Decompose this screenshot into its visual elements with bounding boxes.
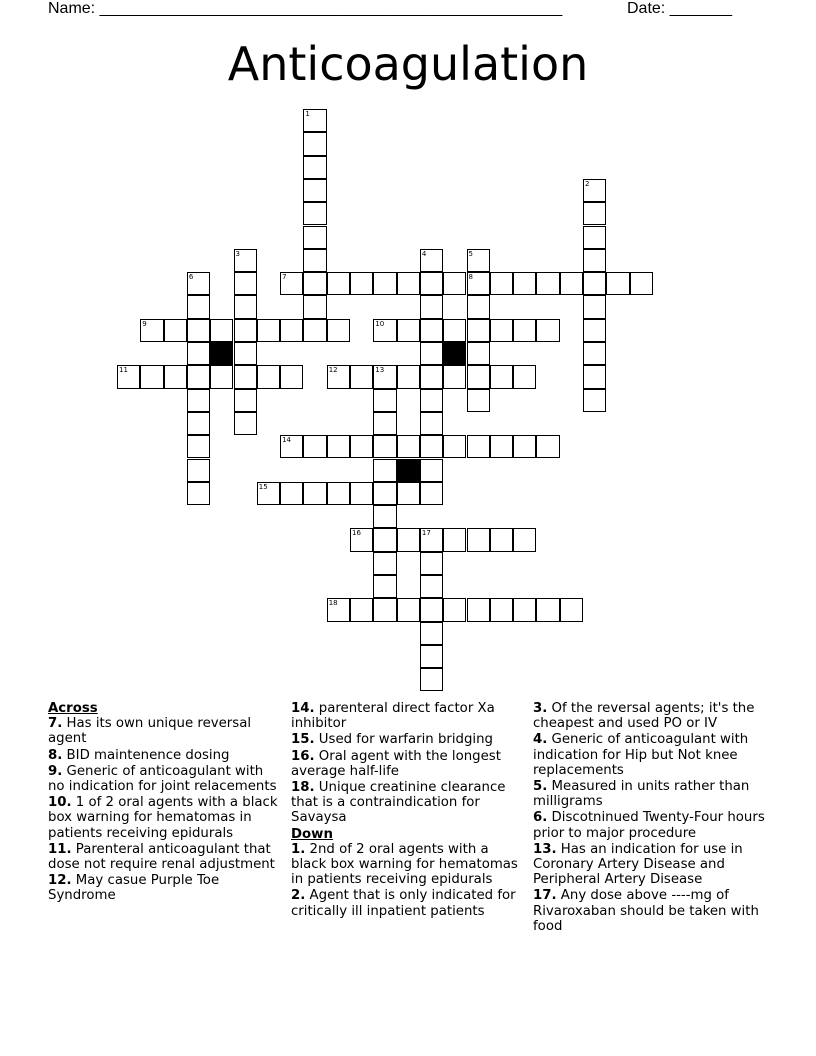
clue-item: [48, 795, 284, 841]
grid-cell[interactable]: [583, 249, 606, 272]
grid-cell[interactable]: [397, 482, 420, 505]
grid-cell[interactable]: [420, 365, 443, 388]
grid-cell[interactable]: [303, 435, 326, 458]
grid-cell[interactable]: [420, 622, 443, 645]
grid-cell[interactable]: [420, 249, 443, 272]
grid-cell[interactable]: [513, 435, 536, 458]
clue-item-number: 9.: [48, 763, 63, 779]
grid-cell[interactable]: [350, 272, 373, 295]
grid-cell[interactable]: [373, 319, 396, 342]
grid-cell[interactable]: [303, 482, 326, 505]
grid-cell[interactable]: [187, 389, 210, 412]
grid-cell[interactable]: [490, 598, 513, 621]
grid-cell[interactable]: [397, 272, 420, 295]
grid-cell[interactable]: [490, 435, 513, 458]
clue-number: 12: [328, 366, 338, 375]
grid-cell[interactable]: [513, 598, 536, 621]
grid-cell[interactable]: [140, 319, 163, 342]
clue-number: 14: [282, 436, 292, 445]
grid-cell[interactable]: [536, 435, 559, 458]
grid-cell[interactable]: [303, 226, 326, 249]
grid-cell[interactable]: [420, 459, 443, 482]
grid-cell[interactable]: [373, 528, 396, 551]
clue-number: 3: [235, 249, 240, 258]
clue-item-text: May casue Purple Toe Syndrome: [48, 873, 220, 904]
grid-cell[interactable]: [467, 598, 490, 621]
grid-cell[interactable]: [420, 435, 443, 458]
grid-cell[interactable]: [280, 365, 303, 388]
clue-number: 6: [188, 273, 194, 282]
grid-cell[interactable]: [327, 319, 350, 342]
clue-item: [48, 842, 284, 872]
clue-item: [291, 780, 527, 826]
grid-cell[interactable]: [420, 319, 443, 342]
grid-cell[interactable]: [280, 482, 303, 505]
grid-cell[interactable]: [420, 528, 443, 551]
clue-item-number: 2.: [291, 888, 306, 904]
grid-cell[interactable]: [397, 528, 420, 551]
grid-cell[interactable]: [420, 598, 443, 621]
clue-item: [533, 888, 769, 934]
down-heading: Down: [291, 826, 333, 842]
grid-cell[interactable]: [187, 435, 210, 458]
clue-item-number: 5.: [533, 779, 548, 795]
grid-cell[interactable]: [420, 482, 443, 505]
grid-cell[interactable]: [373, 459, 396, 482]
grid-cell[interactable]: [164, 365, 187, 388]
grid-cell[interactable]: [303, 132, 326, 155]
clue-item-number: 8.: [48, 747, 63, 763]
grid-cell[interactable]: [257, 482, 280, 505]
grid-cell[interactable]: [210, 319, 233, 342]
clue-item-number: 7.: [48, 716, 63, 732]
clue-item-text: Used for warfarin bridging: [314, 732, 493, 748]
grid-cell[interactable]: [327, 365, 350, 388]
grid-cell[interactable]: [280, 272, 303, 295]
clue-item-number: 15.: [291, 732, 315, 748]
grid-cell[interactable]: [583, 389, 606, 412]
grid-cell[interactable]: [327, 598, 350, 621]
grid-cell[interactable]: [467, 249, 490, 272]
grid-cell[interactable]: [420, 272, 443, 295]
grid-cell[interactable]: [490, 319, 513, 342]
grid-cell[interactable]: [350, 528, 373, 551]
grid-cell[interactable]: [420, 668, 443, 691]
grid-cell[interactable]: [443, 319, 466, 342]
clue-item-text: Of the reversal agents; it's the cheapest and used PO or IV: [533, 701, 755, 732]
clue-column-1: [48, 701, 284, 905]
clue-item: [291, 888, 527, 918]
grid-cell[interactable]: [583, 342, 606, 365]
grid-cell[interactable]: [373, 552, 396, 575]
grid-cell[interactable]: [187, 342, 210, 365]
clue-item-number: 10.: [48, 795, 72, 811]
grid-cell[interactable]: [583, 295, 606, 318]
grid-cell[interactable]: [583, 319, 606, 342]
clue-item-text: Any dose above ----mg of Rivaroxaban should be taken with food: [533, 888, 759, 934]
grid-cell[interactable]: [303, 272, 326, 295]
grid-cell[interactable]: [467, 295, 490, 318]
grid-cell[interactable]: [536, 319, 559, 342]
grid-cell[interactable]: [303, 295, 326, 318]
grid-cell[interactable]: [443, 528, 466, 551]
clue-item-text: 2nd of 2 oral agents with a black box warning for hematomas in patients receiving epidurals: [291, 841, 518, 888]
clue-item: [291, 842, 527, 888]
grid-cell[interactable]: [467, 342, 490, 365]
grid-cell[interactable]: [187, 459, 210, 482]
grid-cell[interactable]: [373, 365, 396, 388]
grid-cell[interactable]: [606, 272, 629, 295]
grid-cell[interactable]: [234, 412, 257, 435]
clue-item-text: Generic of anticoagulant with no indication for joint relacements: [48, 763, 277, 795]
grid-cell[interactable]: [234, 295, 257, 318]
grid-cell[interactable]: [373, 505, 396, 528]
grid-cell[interactable]: [373, 598, 396, 621]
grid-cell[interactable]: [560, 272, 583, 295]
grid-cell[interactable]: [187, 412, 210, 435]
grid-cell[interactable]: [420, 389, 443, 412]
clue-item: [533, 732, 769, 778]
grid-cell[interactable]: [303, 202, 326, 225]
grid-cell[interactable]: [303, 319, 326, 342]
clue-item-number: 12.: [48, 873, 72, 889]
grid-cell[interactable]: [513, 528, 536, 551]
clue-number: 11: [119, 366, 128, 375]
clue-item: [48, 764, 284, 794]
grid-cell[interactable]: [420, 575, 443, 598]
grid-cell[interactable]: [327, 435, 350, 458]
grid-cell[interactable]: [257, 365, 280, 388]
clue-number: 7: [282, 273, 287, 282]
clue-number: 8: [468, 273, 473, 282]
clue-number: 5: [468, 249, 473, 258]
grid-cell[interactable]: [467, 435, 490, 458]
clue-item: [291, 701, 527, 731]
grid-cell[interactable]: [490, 272, 513, 295]
grid-cell[interactable]: [257, 319, 280, 342]
grid-cell[interactable]: [397, 598, 420, 621]
name-field-label: Name: ____________________________________________________: [48, 0, 563, 17]
clue-item: [291, 732, 527, 747]
clue-number: 16: [352, 529, 361, 538]
clue-number: 15: [258, 482, 268, 491]
grid-cell[interactable]: [420, 342, 443, 365]
grid-cell[interactable]: [443, 365, 466, 388]
grid-cell[interactable]: [397, 365, 420, 388]
clue-item: [533, 810, 769, 840]
clue-item-text: Has its own unique reversal agent: [48, 716, 252, 747]
grid-cell[interactable]: [467, 389, 490, 412]
clue-item-text: Unique creatinine clearance that is a contraindication for Savaysa: [291, 780, 506, 826]
grid-cell[interactable]: [583, 272, 606, 295]
grid-cell[interactable]: [327, 272, 350, 295]
grid-cell[interactable]: [513, 319, 536, 342]
clue-item-text: Measured in units rather than milligrams: [533, 779, 750, 810]
clue-item-number: 3.: [533, 701, 548, 716]
grid-cell[interactable]: [397, 319, 420, 342]
grid-cell[interactable]: [420, 645, 443, 668]
grid-cell[interactable]: [350, 435, 373, 458]
grid-cell[interactable]: [490, 365, 513, 388]
clue-column-3: [533, 701, 769, 935]
clue-number: 1: [305, 110, 310, 118]
grid-cell[interactable]: [467, 272, 490, 295]
clue-item-number: 17.: [533, 888, 557, 904]
clue-number: 13: [375, 366, 385, 375]
clue-column-2: [291, 701, 527, 920]
clue-item: [48, 873, 284, 903]
grid-cell[interactable]: [420, 412, 443, 435]
grid-cell[interactable]: [140, 365, 163, 388]
grid-cell[interactable]: [234, 319, 257, 342]
clue-item-text: 1 of 2 oral agents with a black box warning for hematomas in patients receiving epidurals: [48, 795, 278, 841]
clue-number: 9: [142, 319, 147, 328]
grid-cell[interactable]: [467, 365, 490, 388]
clue-item: [48, 716, 284, 746]
grid-cell[interactable]: [490, 528, 513, 551]
grid-cell[interactable]: [583, 179, 606, 202]
clue-item: [291, 749, 527, 779]
clue-item: [533, 779, 769, 809]
grid-cell[interactable]: [513, 365, 536, 388]
grid-cell[interactable]: [420, 552, 443, 575]
grid-cell[interactable]: [630, 272, 653, 295]
grid-cell[interactable]: [443, 272, 466, 295]
grid-cell[interactable]: [303, 109, 326, 132]
grid-cell[interactable]: [373, 272, 396, 295]
clue-item-text: Parenteral anticoagulant that dose not require renal adjustment: [48, 841, 275, 873]
grid-cell[interactable]: [373, 389, 396, 412]
clue-item-number: 4.: [533, 732, 548, 748]
grid-cell[interactable]: [234, 365, 257, 388]
clue-number: 10: [375, 319, 385, 328]
clue-item-text: Discotninued Twenty-Four hours prior to major procedure: [533, 810, 765, 841]
grid-cell[interactable]: [327, 482, 350, 505]
clue-item-number: 1.: [291, 841, 306, 857]
grid-cell[interactable]: [443, 435, 466, 458]
grid-cell[interactable]: [187, 482, 210, 505]
grid-cell[interactable]: [420, 295, 443, 318]
grid-cell[interactable]: [234, 272, 257, 295]
grid-cell[interactable]: [373, 412, 396, 435]
grid-cell[interactable]: [560, 598, 583, 621]
date-field-label: Date: _______: [627, 0, 732, 17]
clue-item-number: 16.: [291, 748, 315, 764]
clue-number: 18: [328, 599, 338, 608]
clue-item: [48, 748, 284, 763]
grid-cell[interactable]: [187, 365, 210, 388]
grid-cell[interactable]: [397, 435, 420, 458]
grid-cell[interactable]: [583, 365, 606, 388]
grid-block: [443, 342, 466, 365]
clue-number: 2: [585, 179, 590, 188]
grid-cell[interactable]: [234, 249, 257, 272]
page-title: Anticoagulation: [227, 37, 589, 91]
clue-item-text: parenteral direct factor Xa inhibitor: [291, 701, 495, 732]
clue-item-text: Generic of anticoagulant with indication for Hip but Not knee replacements: [533, 732, 749, 778]
grid-cell[interactable]: [513, 272, 536, 295]
clue-item-text: Agent that is only indicated for critically ill inpatient patients: [291, 888, 516, 919]
grid-cell[interactable]: [303, 156, 326, 179]
grid-cell[interactable]: [536, 598, 559, 621]
grid-cell[interactable]: [280, 435, 303, 458]
grid-cell[interactable]: [350, 482, 373, 505]
clue-item: [533, 842, 769, 888]
grid-block: [397, 459, 420, 482]
grid-cell[interactable]: [467, 319, 490, 342]
grid-cell[interactable]: [234, 342, 257, 365]
grid-cell[interactable]: [187, 272, 210, 295]
clue-number: 4: [421, 249, 427, 258]
grid-cell[interactable]: [187, 319, 210, 342]
grid-cell[interactable]: [117, 365, 140, 388]
grid-cell[interactable]: [443, 598, 466, 621]
grid-cell[interactable]: [187, 295, 210, 318]
grid-cell[interactable]: [303, 179, 326, 202]
grid-cell[interactable]: [583, 202, 606, 225]
grid-cell[interactable]: [373, 435, 396, 458]
grid-cell[interactable]: [234, 389, 257, 412]
across-heading: Across: [48, 701, 98, 716]
clue-item-number: 6.: [533, 810, 548, 826]
grid-cell[interactable]: [280, 319, 303, 342]
grid-cell[interactable]: [373, 575, 396, 598]
grid-block: [210, 342, 233, 365]
clue-item-number: 14.: [291, 701, 315, 716]
clue-item-text: Has an indication for use in Coronary Artery Disease and Peripheral Artery Disease: [533, 841, 743, 888]
grid-cell[interactable]: [467, 528, 490, 551]
clue-item-number: 18.: [291, 780, 315, 796]
grid-cell[interactable]: [583, 226, 606, 249]
clue-item-text: BID maintenence dosing: [62, 747, 230, 763]
grid-cell[interactable]: [303, 249, 326, 272]
clue-number: 17: [421, 529, 431, 538]
clue-item-text: Oral agent with the longest average half-life: [291, 748, 501, 779]
grid-cell[interactable]: [536, 272, 559, 295]
grid-cell[interactable]: [164, 319, 187, 342]
grid-cell[interactable]: [350, 365, 373, 388]
clue-item-number: 13.: [533, 841, 557, 857]
clue-item-number: 11.: [48, 841, 72, 857]
grid-cell[interactable]: [350, 598, 373, 621]
grid-cell[interactable]: [373, 482, 396, 505]
clue-item: [533, 701, 769, 731]
grid-cell[interactable]: [210, 365, 233, 388]
